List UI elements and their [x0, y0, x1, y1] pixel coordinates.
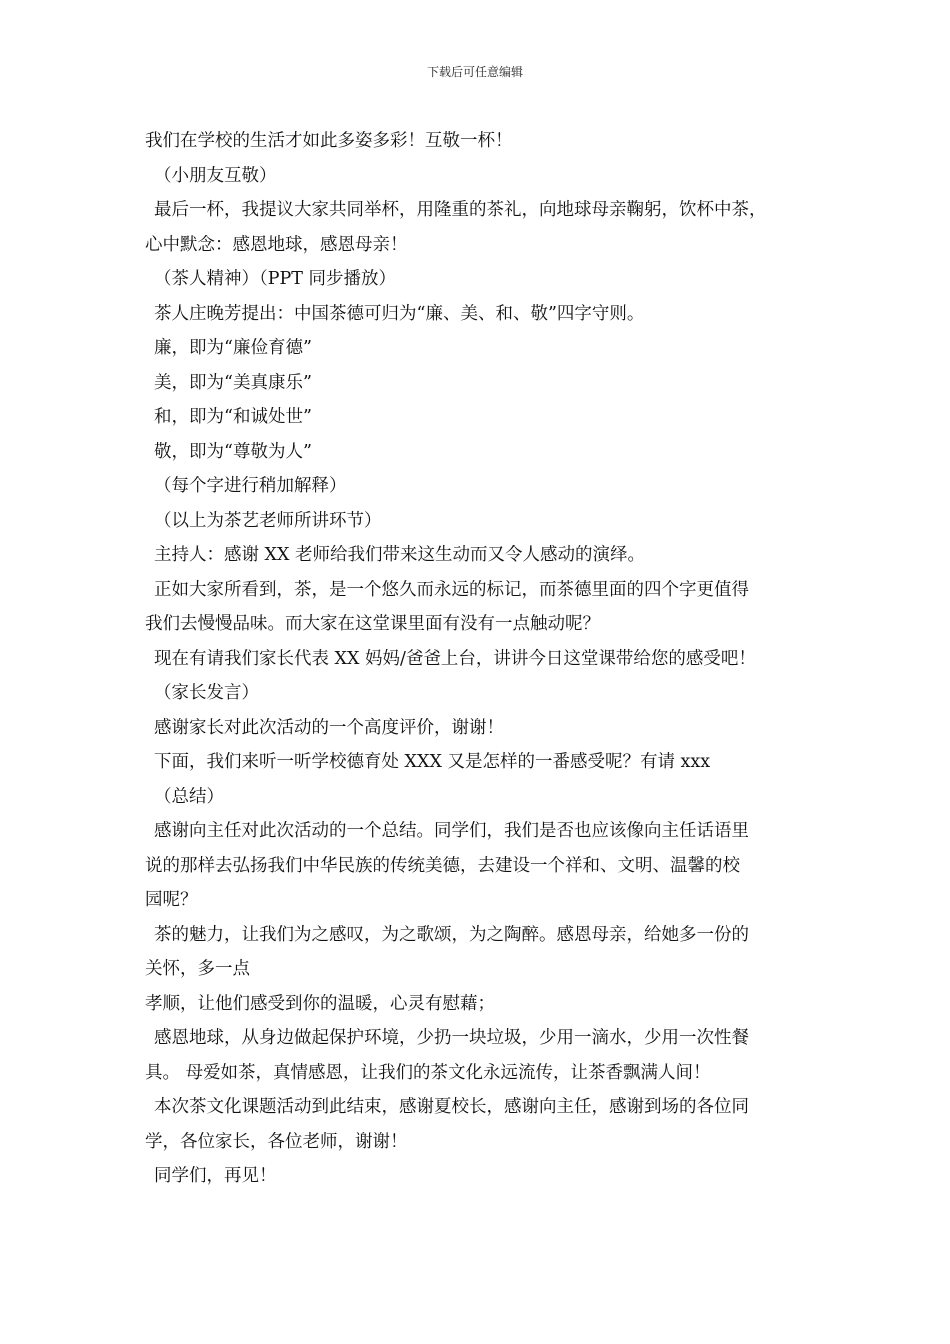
- text-line: 心中默念：感恩地球，感恩母亲！: [145, 234, 408, 255]
- text-line: 孝顺，让他们感受到你的温暖，心灵有慰藉；: [145, 993, 495, 1014]
- text-line: 具。 母爱如茶，真情感恩，让我们的茶文化永远流传，让茶香飘满人间！: [145, 1062, 711, 1083]
- text-line: 下面，我们来听一听学校德育处 XXX 又是怎样的一番感受呢？有请 xxx: [154, 752, 711, 772]
- text-line: （小朋友互敬）: [154, 165, 277, 186]
- text-line: 本次茶文化课题活动到此结束，感谢夏校长，感谢向主任，感谢到场的各位同: [154, 1097, 749, 1117]
- text-line: 我们去慢慢品味。而大家在这堂课里面有没有一点触动呢？: [145, 614, 600, 634]
- text-line: （以上为茶艺老师所讲环节）: [154, 510, 382, 531]
- text-line: 主持人：感谢 XX 老师给我们带来这生动而又令人感动的演绎。: [154, 545, 646, 565]
- text-line: 和，即为“和诚处世”: [154, 407, 312, 427]
- text-line: 敬，即为“尊敬为人”: [154, 441, 312, 462]
- text-line: （每个字进行稍加解释）: [154, 476, 347, 496]
- text-line: 关怀，多一点: [145, 959, 250, 979]
- text-line: 廉，即为“廉俭育德”: [154, 338, 312, 358]
- text-line: 最后一杯，我提议大家共同举杯，用隆重的茶礼，向地球母亲鞠躬，饮杯中茶，: [154, 200, 767, 220]
- text-line: 感恩地球，从身边做起保护环境，少扔一块垃圾，少用一滴水，少用一次性餐: [154, 1028, 749, 1048]
- text-line: 美，即为“美真康乐”: [154, 372, 312, 393]
- text-line: （茶人精神）（PPT 同步播放）: [154, 269, 397, 289]
- text-line: 说的那样去弘扬我们中华民族的传统美德，去建设一个祥和、文明、温馨的校: [145, 855, 740, 876]
- text-line: 园呢？: [145, 890, 198, 910]
- text-line: （家长发言）: [154, 683, 259, 703]
- text-line: 同学们，再见！: [154, 1166, 277, 1186]
- text-line: 学，各位家长，各位老师，谢谢！: [145, 1131, 408, 1152]
- text-line: 茶人庄晚芳提出：中国茶德可归为“廉、美、和、敬”四字守则。: [154, 303, 645, 324]
- text-line: 我们在学校的生活才如此多姿多彩！互敬一杯！: [145, 131, 513, 151]
- text-line: 感谢家长对此次活动的一个高度评价，谢谢！: [154, 717, 504, 738]
- text-line: 现在有请我们家长代表 XX 妈妈/爸爸上台，讲讲今日这堂课带给您的感受吧！: [154, 648, 756, 669]
- text-line: 感谢向主任对此次活动的一个总结。同学们，我们是否也应该像向主任话语里: [154, 821, 749, 841]
- document-body: [145, 124, 825, 1194]
- text-line: 正如大家所看到，茶，是一个悠久而永远的标记，而茶德里面的四个字更值得: [154, 579, 749, 600]
- text-line: （总结）: [154, 786, 224, 807]
- page-header-note: 下载后可任意编辑: [426, 65, 523, 79]
- text-line: 茶的魅力，让我们为之感叹，为之歌颂，为之陶醉。感恩母亲，给她多一份的: [154, 924, 749, 945]
